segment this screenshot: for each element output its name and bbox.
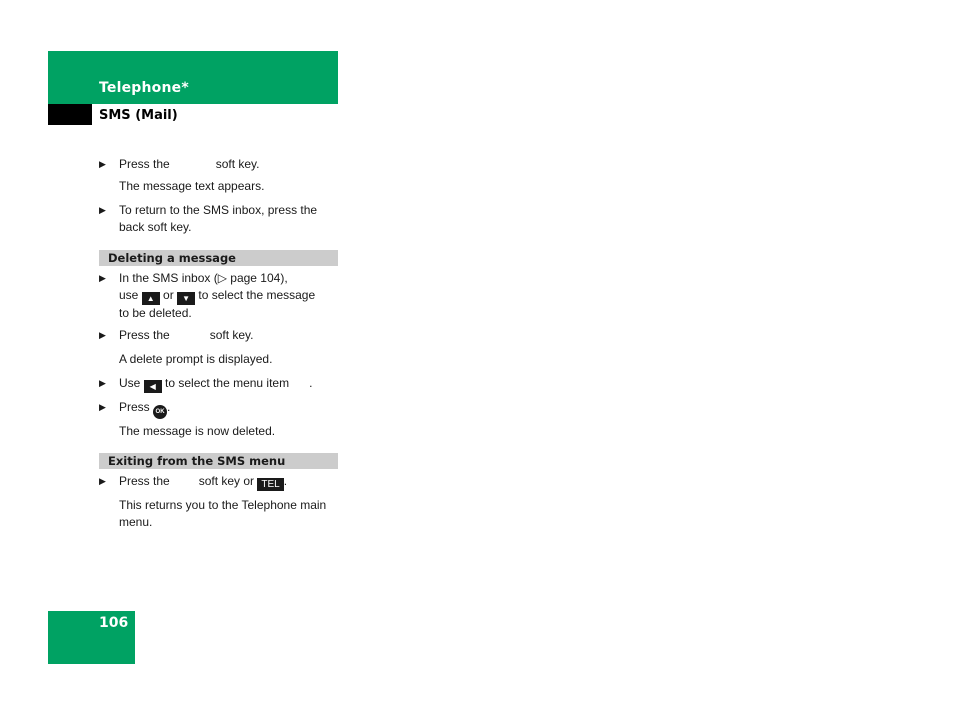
step-text: . (167, 400, 171, 414)
step-text: Use (119, 376, 141, 390)
header-band (48, 51, 338, 104)
bullet-icon: ▶ (99, 378, 106, 388)
step-text: Press the (119, 474, 170, 488)
step-text: Press the (119, 328, 170, 342)
step-text: . (309, 376, 313, 390)
step-text: To return to the SMS inbox, press the back soft key. (119, 203, 318, 234)
section-marker (48, 104, 92, 125)
step-text: soft key or (198, 474, 255, 488)
up-arrow-icon: ▲ (142, 292, 160, 305)
subheading-delete: Deleting a message (99, 250, 338, 266)
step-text: use (119, 288, 139, 302)
bullet-icon: ▶ (99, 205, 106, 215)
step-text: soft key. (209, 328, 254, 342)
bullet-icon: ▶ (99, 159, 106, 169)
section-title: SMS (Mail) (99, 108, 178, 123)
step-text: Press the (119, 157, 170, 171)
subheading-exit: Exiting from the SMS menu (99, 453, 338, 469)
step-text: or (163, 288, 174, 302)
step-text: to select the message (198, 288, 316, 302)
step-text: . (283, 474, 288, 488)
page-number: 106 (99, 615, 129, 631)
step-text: to select the menu item (165, 376, 290, 390)
bullet-icon: ▶ (99, 273, 106, 283)
ok-button-icon: OK (153, 405, 167, 419)
step-text: soft key. (215, 157, 260, 171)
tel-key-icon: TEL (257, 478, 283, 491)
step-text: In the SMS inbox (▷ page 104), (119, 271, 288, 285)
chapter-title: Telephone* (99, 80, 189, 96)
step-text: to be deleted. (119, 306, 192, 320)
bullet-icon: ▶ (99, 402, 106, 412)
down-arrow-icon: ▼ (177, 292, 195, 305)
step-text: Press (119, 400, 150, 414)
left-arrow-icon: ◀ (144, 380, 162, 393)
bullet-icon: ▶ (99, 476, 106, 486)
bullet-icon: ▶ (99, 330, 106, 340)
